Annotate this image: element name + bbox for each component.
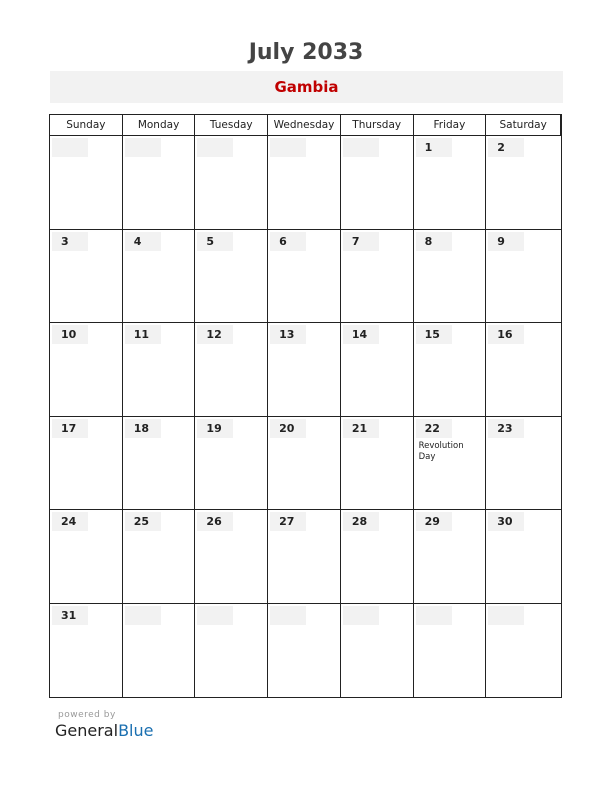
day-number: 1 bbox=[416, 138, 452, 157]
day-cell bbox=[123, 323, 196, 417]
day-cell bbox=[341, 604, 414, 698]
day-number: 4 bbox=[125, 232, 161, 251]
day-cell bbox=[414, 230, 487, 324]
day-cell bbox=[195, 136, 268, 230]
day-number bbox=[197, 138, 233, 157]
day-number: 20 bbox=[270, 419, 306, 438]
day-cell bbox=[414, 417, 487, 511]
day-cell bbox=[414, 604, 487, 698]
day-number: 23 bbox=[488, 419, 524, 438]
day-cell bbox=[195, 604, 268, 698]
weekday-header: Saturday bbox=[486, 115, 561, 136]
day-cell bbox=[268, 136, 341, 230]
day-number: 12 bbox=[197, 325, 233, 344]
day-cell bbox=[341, 323, 414, 417]
weekday-header: Tuesday bbox=[195, 115, 268, 136]
day-number: 31 bbox=[52, 606, 88, 625]
day-number: 2 bbox=[488, 138, 524, 157]
day-number: 29 bbox=[416, 512, 452, 531]
weekday-header: Friday bbox=[414, 115, 487, 136]
weekday-header: Thursday bbox=[341, 115, 414, 136]
day-number bbox=[416, 606, 452, 625]
day-cell bbox=[268, 417, 341, 511]
day-number: 6 bbox=[270, 232, 306, 251]
day-number: 21 bbox=[343, 419, 379, 438]
day-number bbox=[52, 138, 88, 157]
powered-by-text: powered by bbox=[58, 710, 116, 720]
day-number: 28 bbox=[343, 512, 379, 531]
day-cell bbox=[414, 510, 487, 604]
calendar-title: July 2033 bbox=[248, 40, 364, 65]
day-number: 13 bbox=[270, 325, 306, 344]
day-cell bbox=[268, 230, 341, 324]
day-cell bbox=[341, 136, 414, 230]
day-number bbox=[125, 138, 161, 157]
brand-blue: Blue bbox=[118, 721, 154, 740]
day-cell bbox=[123, 230, 196, 324]
day-number: 3 bbox=[52, 232, 88, 251]
day-cell bbox=[341, 510, 414, 604]
day-cell bbox=[50, 417, 123, 511]
day-number: 25 bbox=[125, 512, 161, 531]
day-cell bbox=[195, 230, 268, 324]
day-cell bbox=[123, 417, 196, 511]
brand-general: General bbox=[55, 721, 119, 740]
holiday-label: Revolution Day bbox=[418, 440, 464, 462]
day-number bbox=[270, 138, 306, 157]
day-cell bbox=[341, 230, 414, 324]
day-cell bbox=[195, 323, 268, 417]
day-number: 14 bbox=[343, 325, 379, 344]
day-number: 10 bbox=[52, 325, 88, 344]
day-cell bbox=[123, 604, 196, 698]
day-number: 11 bbox=[125, 325, 161, 344]
day-cell bbox=[486, 604, 561, 698]
day-number: 26 bbox=[197, 512, 233, 531]
day-cell bbox=[268, 604, 341, 698]
day-cell bbox=[195, 417, 268, 511]
day-number: 16 bbox=[488, 325, 524, 344]
day-number: 27 bbox=[270, 512, 306, 531]
day-cell bbox=[341, 417, 414, 511]
day-cell bbox=[50, 136, 123, 230]
day-number: 7 bbox=[343, 232, 379, 251]
country-name: Gambia bbox=[274, 78, 339, 96]
day-cell bbox=[486, 510, 561, 604]
day-number: 15 bbox=[416, 325, 452, 344]
day-number bbox=[197, 606, 233, 625]
day-cell bbox=[414, 323, 487, 417]
day-number: 19 bbox=[197, 419, 233, 438]
day-cell bbox=[486, 230, 561, 324]
day-number: 17 bbox=[52, 419, 88, 438]
day-number: 8 bbox=[416, 232, 452, 251]
day-cell bbox=[486, 323, 561, 417]
day-number: 5 bbox=[197, 232, 233, 251]
brand-logo bbox=[55, 721, 153, 740]
day-cell bbox=[50, 604, 123, 698]
day-number bbox=[343, 606, 379, 625]
weekday-header: Sunday bbox=[50, 115, 123, 136]
day-number: 9 bbox=[488, 232, 524, 251]
day-cell bbox=[50, 230, 123, 324]
day-cell bbox=[486, 136, 561, 230]
day-cell bbox=[50, 323, 123, 417]
country-banner bbox=[50, 71, 563, 103]
day-number bbox=[343, 138, 379, 157]
calendar-grid bbox=[49, 114, 562, 698]
day-number: 22 bbox=[416, 419, 452, 438]
day-cell bbox=[486, 417, 561, 511]
weekday-header: Wednesday bbox=[268, 115, 341, 136]
day-number: 18 bbox=[125, 419, 161, 438]
weekday-header: Monday bbox=[123, 115, 196, 136]
day-cell bbox=[268, 323, 341, 417]
day-number: 24 bbox=[52, 512, 88, 531]
day-cell bbox=[195, 510, 268, 604]
day-cell bbox=[268, 510, 341, 604]
day-cell bbox=[414, 136, 487, 230]
day-number bbox=[270, 606, 306, 625]
day-number bbox=[488, 606, 524, 625]
day-cell bbox=[123, 510, 196, 604]
day-cell bbox=[50, 510, 123, 604]
day-cell bbox=[123, 136, 196, 230]
day-number bbox=[125, 606, 161, 625]
day-number: 30 bbox=[488, 512, 524, 531]
